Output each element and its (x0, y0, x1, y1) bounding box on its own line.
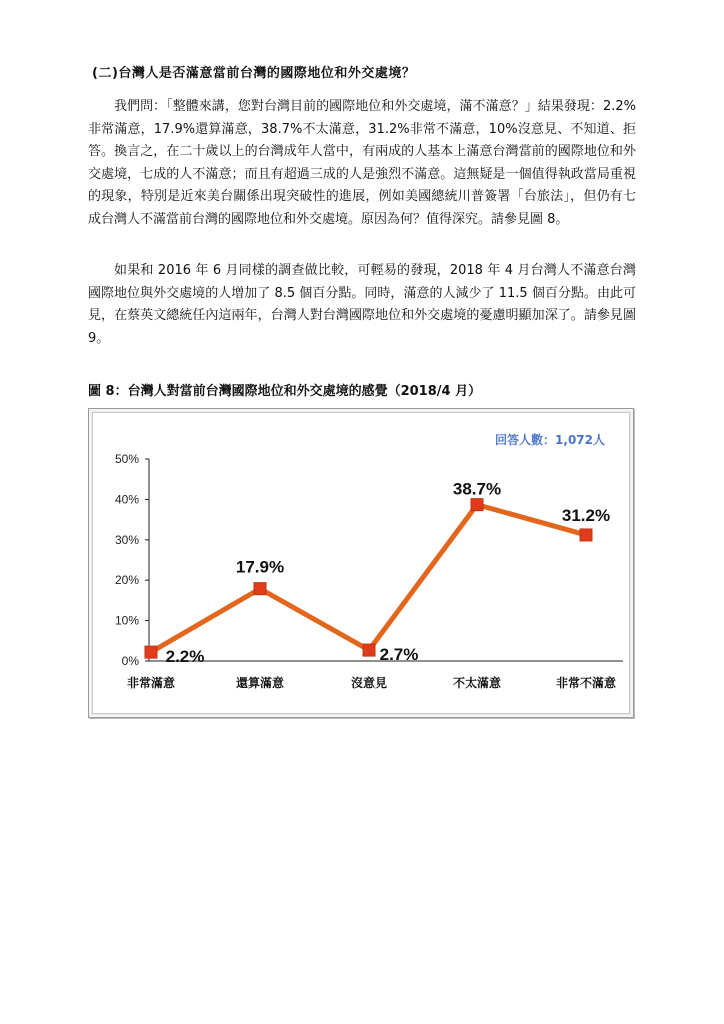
paragraph-survey-result: 我們問：「整體來講，您對台灣目前的國際地位和外交處境，滿不滿意？」結果發現：2.2%非常滿意，17.9%還算滿意，38.7%不太滿意，31.2%非常不滿意，10%沒意見、不知道、拒答。換言之，在二十歲以上的台灣成年人當中，有兩成的人基本上滿意台灣當前的國際地位和外交處境，七成的人不滿意；而且有超過三成的人是強烈不滿意。這無疑是一個值得執政當局重視的現象，特別是近來美台關係出現突破性的進展，例如美國總統川普簽署「台旅法」，但仍有七成台灣人不滿當前台灣的國際地位和外交處境。原因為何？值得深究。請參見圖 8。 (88, 99, 636, 227)
y-tick-label: 20% (114, 573, 139, 588)
data-point-marker (471, 499, 483, 511)
x-category-label: 非常不滿意 (555, 676, 617, 690)
chart-frame (88, 408, 634, 718)
figure-caption: 圖 8：台灣人對當前台灣國際地位和外交處境的感覺（2018/4 月） (88, 384, 482, 399)
paragraph-comparison: 如果和 2016 年 6 月同樣的調查做比較，可輕易的發現，2018 年 4 月台灣人不滿意台灣國際地位與外交處境的人增加了 8.5 個百分點。同時，滿意的人減少了 11.5 個百分點。由此可見，在蔡英文總統任內這兩年，台灣人對台灣國際地位和外交處境的憂慮明顯加深了。請參見圖 9。 (88, 263, 636, 346)
data-label: 38.7% (452, 479, 502, 499)
section-title: (二)台灣人是否滿意當前台灣的國際地位和外交處境？ (92, 66, 416, 81)
x-category-label: 不太滿意 (452, 676, 502, 690)
respondents-count: 回答人數：1,072人 (495, 433, 605, 447)
chart-plot-area (92, 412, 630, 714)
x-category-label: 沒意見 (350, 676, 388, 690)
data-label: 2.2% (165, 647, 205, 667)
series-line (151, 505, 586, 652)
data-label: 31.2% (561, 505, 611, 525)
x-category-label: 還算滿意 (235, 676, 285, 690)
x-category-label: 非常滿意 (126, 676, 176, 690)
y-tick-label: 50% (114, 452, 139, 466)
data-label: 17.9% (235, 557, 285, 577)
y-tick-label: 30% (114, 532, 139, 547)
line-chart (93, 413, 631, 715)
y-tick-label: 40% (114, 492, 139, 507)
y-tick-label: 10% (114, 613, 139, 628)
data-point-marker (145, 646, 157, 658)
data-point-marker (363, 644, 375, 656)
data-point-marker (580, 529, 592, 541)
y-tick-label: 0% (121, 654, 139, 668)
data-label: 2.7% (379, 645, 419, 665)
data-point-marker (254, 583, 266, 595)
